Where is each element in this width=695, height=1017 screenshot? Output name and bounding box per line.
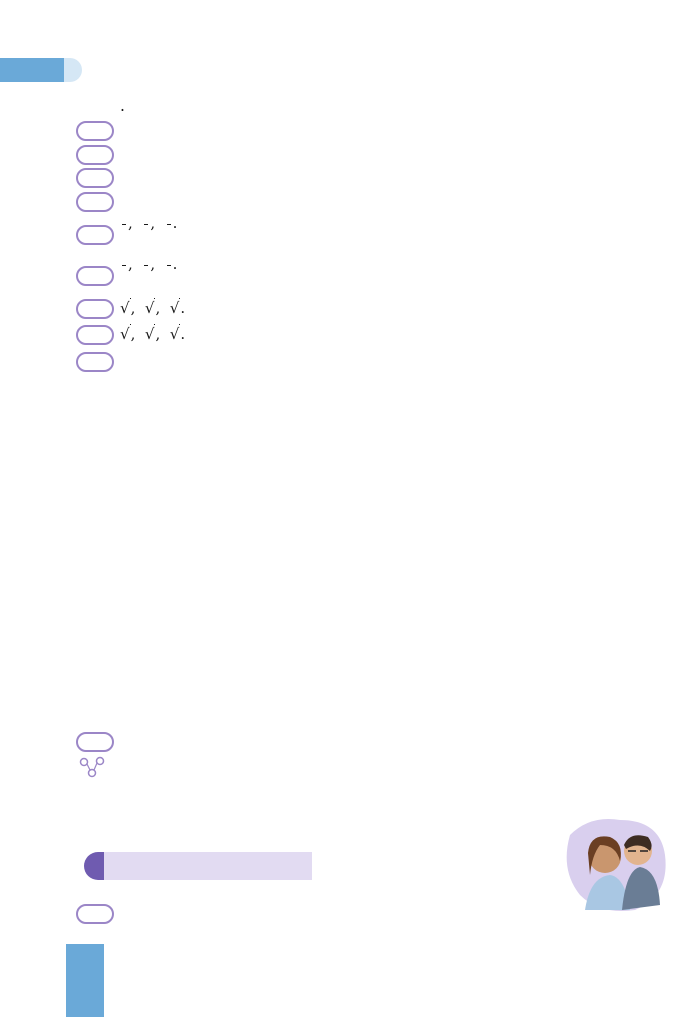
numerator [167, 265, 171, 266]
fraction [167, 224, 171, 225]
fraction [167, 265, 171, 266]
exercise-number [76, 168, 114, 188]
exercise-formula: √, √, √. [120, 299, 186, 317]
exercise-number [76, 121, 114, 141]
exercise-number [76, 225, 114, 245]
exercise-number [76, 266, 114, 286]
group-game-icon [78, 756, 108, 778]
fraction [122, 265, 126, 266]
exercise-number [76, 325, 114, 345]
banner-level [104, 852, 312, 880]
radicand [154, 324, 155, 343]
numerator [144, 224, 148, 225]
fraction [122, 224, 126, 225]
radicand [179, 298, 180, 317]
fraction [144, 224, 148, 225]
page-number-tab [66, 944, 104, 1017]
exercise-number [76, 145, 114, 165]
fraction [144, 265, 148, 266]
numerator [122, 265, 126, 266]
radicand [130, 298, 131, 317]
radicand [130, 324, 131, 343]
radicand [154, 298, 155, 317]
exercise-number [76, 352, 114, 372]
numerator [144, 265, 148, 266]
exercise-formula: , , . [120, 255, 177, 273]
section-label [0, 58, 64, 82]
chapter-title [64, 58, 82, 82]
exercise-number [76, 192, 114, 212]
level-banner [84, 852, 312, 880]
numerator [122, 224, 126, 225]
exercise-formula: √, √, √. [120, 325, 186, 343]
graph-b [368, 354, 643, 688]
numerator [167, 224, 171, 225]
radicand [179, 324, 180, 343]
chapter-header [0, 58, 82, 82]
exercise-formula: , , . [120, 214, 177, 232]
intro-text: . [120, 97, 125, 115]
graph-a [102, 408, 334, 688]
exercise-number [76, 904, 114, 924]
exercise-number [76, 299, 114, 319]
exercise-number [76, 732, 114, 752]
banner-written [84, 852, 104, 880]
students-photo [560, 815, 670, 915]
